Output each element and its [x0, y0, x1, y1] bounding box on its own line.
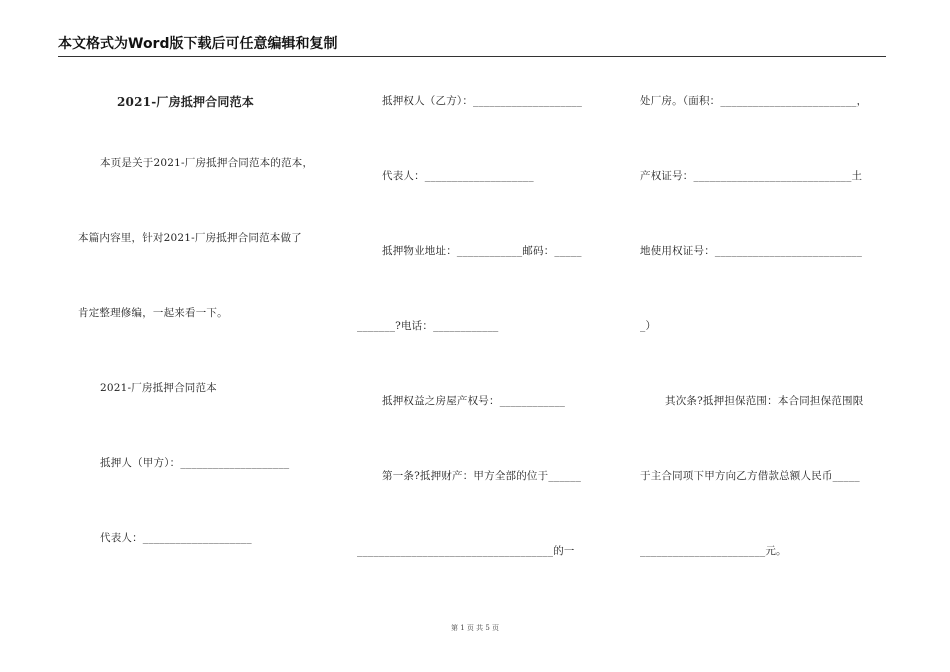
- amount-yuan-line: _______________________元。: [640, 545, 787, 557]
- property-right-number-field: 抵押权益之房屋产权号：____________: [382, 395, 566, 407]
- paragraph-line: 肯定整理修编，一起来看一下。: [78, 307, 228, 319]
- article-two-line: 其次条?抵押担保范围：本合同担保范围限: [665, 395, 864, 407]
- section-heading: 2021-厂房抵押合同范本: [100, 382, 217, 394]
- land-use-cert-field: 地使用权证号：___________________________: [640, 245, 863, 257]
- paragraph-line: 本篇内容里，针对2021-厂房抵押合同范本做了: [78, 232, 302, 244]
- paragraph-line: 本页是关于2021-厂房抵押合同范本的范本，: [100, 157, 314, 169]
- article-one-line: 第一条?抵押财产：甲方全部的位于______: [382, 470, 582, 482]
- document-header: 本文格式为Word版下载后可任意编辑和复制: [58, 33, 886, 57]
- phone-field: _______?电话：____________: [357, 320, 499, 332]
- article-one-continuation: ____________________________________的一: [357, 545, 575, 557]
- title-deed-field: 产权证号：_____________________________土: [640, 170, 863, 182]
- loan-amount-line: 于主合同项下甲方向乙方借款总额人民币_____: [640, 470, 860, 482]
- representative-a-field: 代表人：____________________: [100, 532, 252, 544]
- document-title: 2021-厂房抵押合同范本: [117, 95, 254, 109]
- representative-b-field: 代表人：____________________: [382, 170, 534, 182]
- property-address-field: 抵押物业地址：____________邮码：_____: [382, 245, 582, 257]
- paragraph-line: _）: [640, 320, 657, 332]
- party-b-field: 抵押权人（乙方）：____________________: [382, 95, 583, 107]
- area-field: 处厂房。（面积：_________________________，: [640, 95, 868, 107]
- page-number: 第 1 页 共 5 页: [450, 624, 500, 632]
- party-a-field: 抵押人（甲方）：____________________: [100, 457, 290, 469]
